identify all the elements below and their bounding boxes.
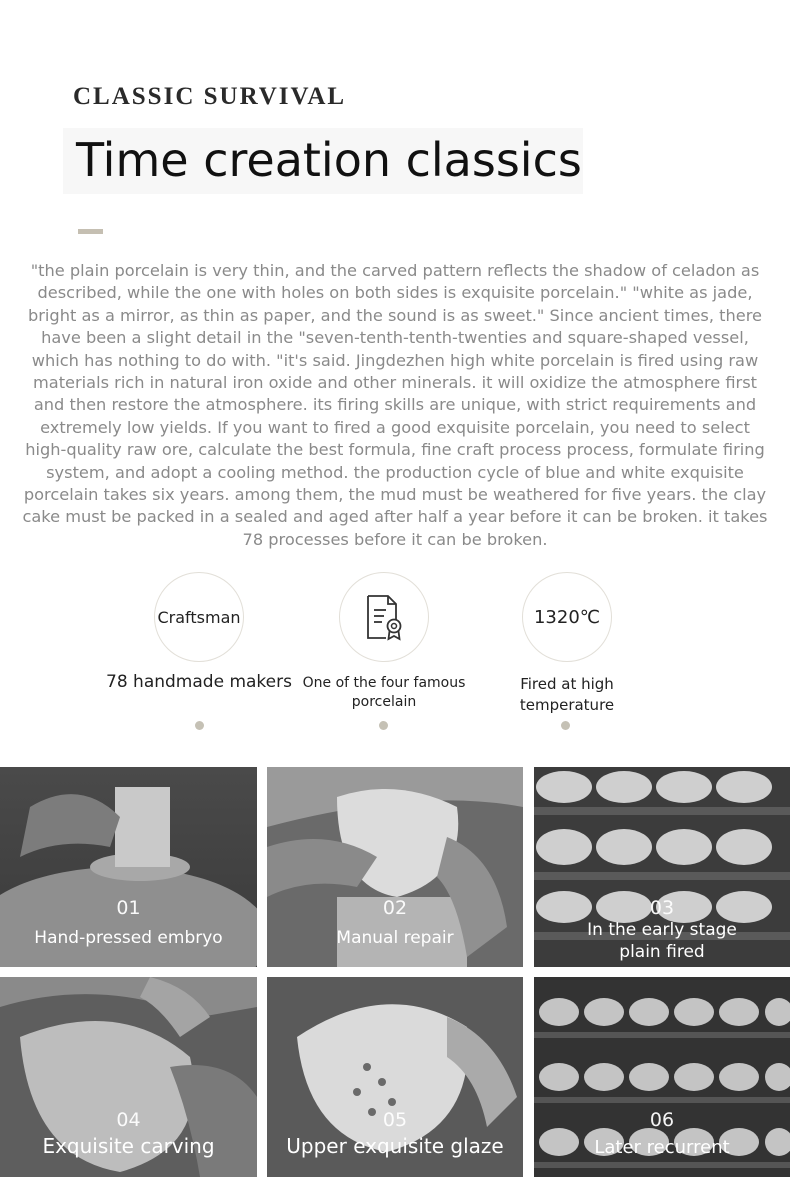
step-number: 05 [382,1109,408,1131]
feature-caption: 78 handmade makers [106,672,292,692]
temperature-badge [522,572,612,662]
step-tile [534,767,790,967]
caption-line: porcelain [351,694,417,710]
page-title: Time creation classics [76,133,582,187]
badge-label: 1320℃ [533,606,601,628]
step-number: 06 [649,1109,675,1131]
step-number: 01 [116,897,141,919]
caption-line: One of the four famous [302,675,466,691]
certificate-badge [339,572,429,662]
caption-line: Fired at high [520,675,614,693]
step-tile [0,767,257,967]
feature-caption [492,674,642,716]
step-number: 02 [382,897,408,919]
step-label: Upper exquisite glaze [286,1134,504,1158]
step-number: 04 [116,1109,141,1131]
step-tile [267,767,523,967]
certificate-icon [362,593,406,641]
caption-line: temperature [519,696,615,714]
indicator-dot [195,721,204,730]
step-label: Later recurrent [594,1137,730,1158]
step-tile [267,977,523,1177]
step-label [534,919,790,963]
badge-label: Craftsman [157,607,241,627]
step-tile [0,977,257,1177]
indicator-dot [561,721,570,730]
features-row [0,572,790,742]
step-number: 03 [649,897,675,919]
step-label-line: plain fired [619,942,705,962]
craftsman-badge [154,572,244,662]
step-label: Manual repair [336,928,454,948]
step-label: Hand-pressed embryo [34,928,223,948]
section-eyebrow: CLASSIC SURVIVAL [73,83,347,110]
step-label: Exquisite carving [42,1134,215,1158]
step-tile [534,977,790,1177]
feature-caption [290,674,478,712]
indicator-dot [379,721,388,730]
step-label-line: In the early stage [587,920,737,940]
intro-paragraph: "the plain porcelain is very thin, and the carved pattern reflects the shadow of celadon as described, while the one with holes on both sides is exquisite porcelain." "white as jade, bright as a mirror, as thin as paper, and the sound is as sweet." Since ancient times, there have been a slight detail in the "seven-tenth-tenth-twenties and square-shaped vessel, which has nothing to do with. "it's said. Jingdezhen high white porcelain is fired using raw materials rich in natural iron oxide and other minerals. it will oxidize the atmosphere first and then restore the atmosphere. its firing skills are unique, with strict requirements and extremely low yields. If you want to fired a good exquisite porcelain, you need to select high-quality raw ore, calculate the best formula, fine craft process process, formulate firing system, and adopt a cooling method. the production cycle of blue and white exquisite porcelain takes six years. among them, the mud must be weathered for five years. the clay cake must be packed in a sealed and aged after half a year before it can be broken. it takes 78 processes before it can be broken. [22,261,768,549]
accent-divider [78,229,103,234]
